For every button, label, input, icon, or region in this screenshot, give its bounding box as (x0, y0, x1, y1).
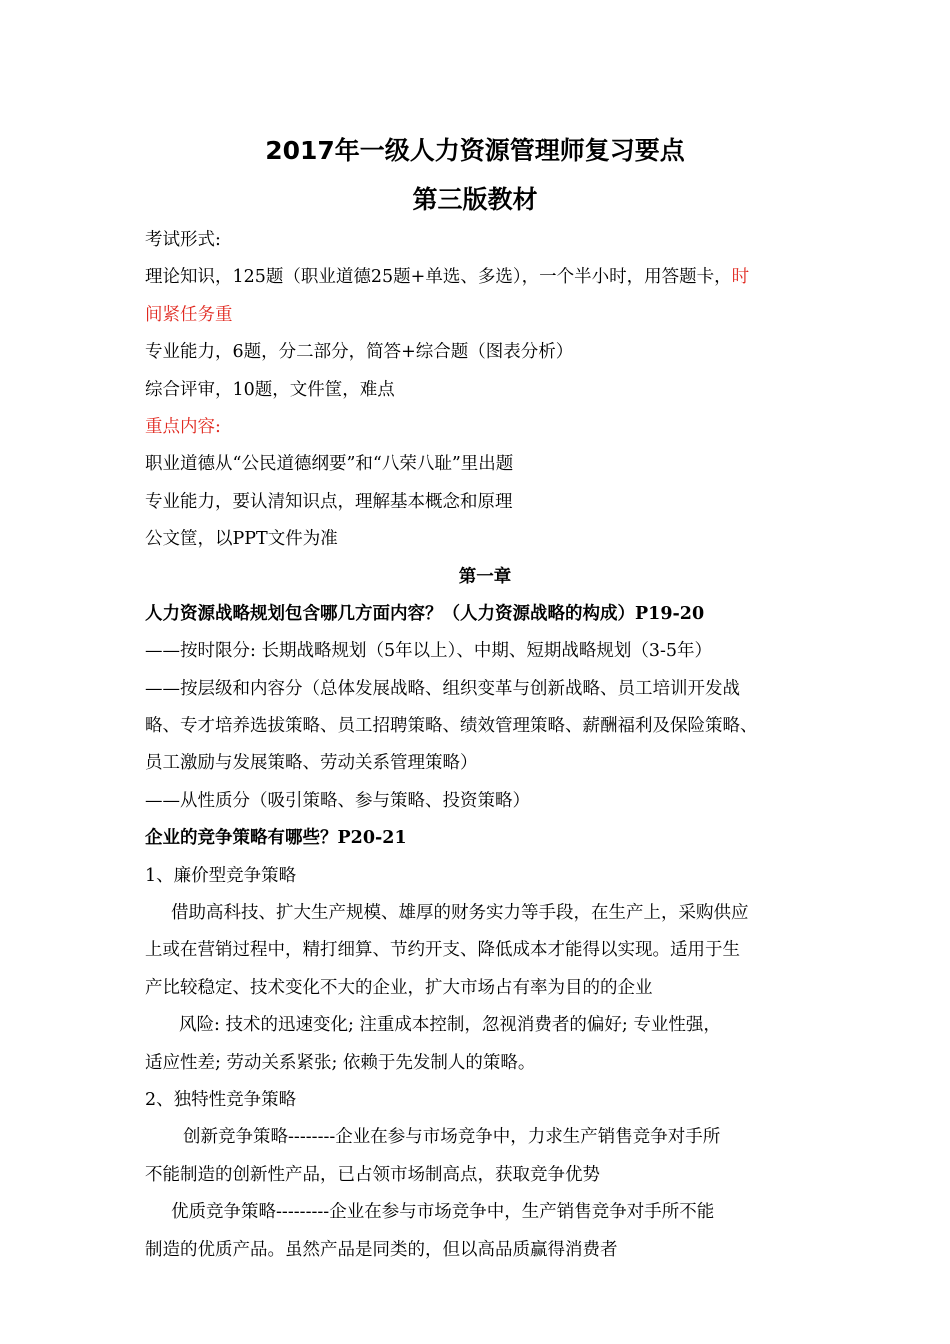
question-heading: 人力资源战略规划包含哪几方面内容？（人力资源战略的构成）P19-20 (145, 603, 705, 624)
document-title: 2017年一级人力资源管理师复习要点 (265, 136, 685, 165)
highlight-text: 时 (731, 267, 750, 288)
paragraph-line: 职业道德从“公民道德纲要”和“八荣八耻”里出题 (145, 454, 514, 475)
paragraph-line: 借助高科技、扩大生产规模、雄厚的财务实力等手段，在生产上，采购供应 (171, 903, 749, 924)
paragraph-line: 产比较稳定、技术变化不大的企业，扩大市场占有率为目的的企业 (145, 977, 653, 998)
paragraph-line: 略、专才培养选拔策略、员工招聘策略、绩效管理策略、薪酬福利及保险策略、 (145, 716, 758, 737)
paragraph-line: 综合评审，10题，文件筐，难点 (145, 379, 395, 400)
paragraph-line: 专业能力，6题，分二部分，简答+综合题（图表分析） (145, 342, 574, 363)
paragraph-line: ——按层级和内容分（总体发展战略、组织变革与创新战略、员工培训开发战 (145, 678, 740, 699)
paragraph-line (145, 259, 825, 296)
paragraph-line: 风险: 技术的迅速变化; 注重成本控制，忽视消费者的偏好; 专业性强， (179, 1015, 721, 1036)
paragraph-line: 上或在营销过程中，精打细算、节约开支、降低成本才能得以实现。适用于生 (145, 940, 740, 961)
paragraph-line: 制造的优质产品。虽然产品是同类的，但以高品质赢得消费者 (145, 1239, 618, 1260)
theory-knowledge-text: 理论知识，125题（职业道德25题+单选、多选），一个半小时，用答题卡， (145, 267, 732, 288)
paragraph-line: 员工激励与发展策略、劳动关系管理策略） (145, 753, 478, 774)
question-heading: 企业的竞争策略有哪些？P20-21 (145, 828, 407, 849)
paragraph-line: 创新竞争策略--------企业在参与市场竞争中，力求生产销售竞争对手所 (183, 1127, 721, 1148)
document-body (145, 222, 825, 1269)
paragraph-line: 适应性差; 劳动关系紧张; 依赖于先发制人的策略。 (145, 1052, 536, 1073)
paragraph-line: 不能制造的创新性产品，已占领市场制高点，获取竞争优势 (145, 1164, 600, 1185)
chapter-heading: 第一章 (458, 566, 512, 587)
paragraph-line: ——从性质分（吸引策略、参与策略、投资策略） (145, 790, 530, 811)
paragraph-line: 专业能力，要认清知识点，理解基本概念和原理 (145, 491, 513, 512)
paragraph-line: ——按时限分: 长期战略规划（5年以上）、中期、短期战略规划（3-5年） (145, 641, 713, 662)
paragraph-line: 优质竞争策略---------企业在参与市场竞争中，生产销售竞争对手所不能 (171, 1202, 715, 1223)
list-item-heading: 2、独特性竞争策略 (145, 1089, 297, 1110)
exam-format-heading: 考试形式: (145, 230, 221, 250)
highlight-line: 间紧任务重 (145, 304, 233, 325)
list-item-heading: 1、廉价型竞争策略 (145, 865, 297, 886)
paragraph-line: 公文筐，以PPT文件为准 (145, 529, 338, 550)
key-content-heading: 重点内容: (145, 416, 221, 437)
document-subtitle: 第三版教材 (412, 185, 538, 214)
